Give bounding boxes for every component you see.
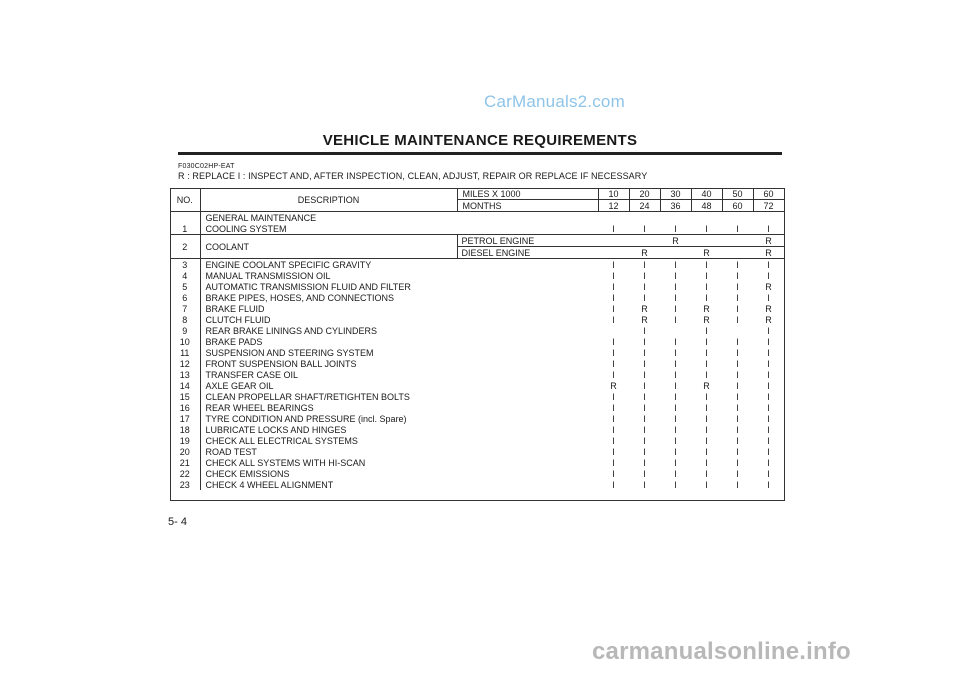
- value-cell: I: [736, 402, 739, 413]
- row-number: 21: [170, 457, 200, 468]
- value-cell: I: [767, 413, 770, 424]
- value-cell: I: [736, 292, 739, 303]
- value-cell: I: [674, 402, 677, 413]
- value-cell: I: [736, 369, 739, 380]
- value-cell: I: [705, 223, 708, 234]
- value-cell: I: [612, 223, 615, 234]
- table-row: [170, 413, 784, 424]
- value-cell: R: [753, 235, 784, 247]
- value-cell: [691, 235, 722, 247]
- value-cell: I: [643, 391, 646, 402]
- value-cell: R: [610, 380, 617, 391]
- value-cell: I: [674, 468, 677, 479]
- value-cell: I: [705, 413, 708, 424]
- value-cell: I: [612, 457, 615, 468]
- value-cell: I: [705, 446, 708, 457]
- value-cell: I: [643, 347, 646, 358]
- value-cell: I: [612, 479, 615, 490]
- value-cell: I: [767, 402, 770, 413]
- value-cell: I: [674, 435, 677, 446]
- row-description: BRAKE PIPES, HOSES, AND CONNECTIONS: [205, 292, 395, 303]
- value-cell: I: [612, 369, 615, 380]
- row-number: 9: [170, 325, 200, 336]
- value-cell: I: [705, 402, 708, 413]
- table-row: [170, 457, 784, 468]
- value-cell: I: [643, 457, 646, 468]
- value-cell: I: [674, 292, 677, 303]
- table-row: [170, 468, 784, 479]
- value-cell: I: [736, 223, 739, 234]
- value-cell: R: [660, 235, 691, 247]
- months-value: 48: [691, 200, 722, 212]
- row-description: REAR BRAKE LININGS AND CYLINDERS: [205, 325, 378, 336]
- value-cell: I: [705, 292, 708, 303]
- months-value: 72: [753, 200, 784, 212]
- value-cell: [598, 247, 629, 259]
- row-description: TRANSFER CASE OIL: [205, 369, 299, 380]
- value-cell: I: [643, 223, 646, 234]
- miles-value: 20: [629, 188, 660, 200]
- value-cell: I: [705, 424, 708, 435]
- table-row: [170, 391, 784, 402]
- value-cell: I: [643, 325, 646, 336]
- value-cell: [722, 212, 753, 224]
- value-cell: I: [705, 336, 708, 347]
- miles-value: 40: [691, 188, 722, 200]
- value-cell: I: [736, 347, 739, 358]
- value-cell: I: [612, 435, 615, 446]
- value-cell: I: [736, 457, 739, 468]
- value-cell: I: [736, 281, 739, 292]
- row-number: 4: [170, 270, 200, 281]
- table-row: [170, 303, 784, 314]
- value-cell: [660, 325, 691, 336]
- table-row: [170, 369, 784, 380]
- value-cell: I: [612, 358, 615, 369]
- value-cell: [722, 247, 753, 259]
- value-cell: I: [612, 336, 615, 347]
- table-row: [170, 446, 784, 457]
- value-cell: I: [736, 358, 739, 369]
- value-cell: [660, 247, 691, 259]
- coolant-sub-row: [170, 235, 784, 247]
- value-cell: R: [765, 314, 772, 325]
- value-cell: I: [736, 413, 739, 424]
- row-description: MANUAL TRANSMISSION OIL: [205, 270, 331, 281]
- value-cell: I: [643, 281, 646, 292]
- table-row: [170, 259, 784, 271]
- value-cell: I: [767, 369, 770, 380]
- value-cell: I: [674, 424, 677, 435]
- value-cell: I: [612, 347, 615, 358]
- row-number: 10: [170, 336, 200, 347]
- value-cell: I: [643, 380, 646, 391]
- value-cell: I: [767, 380, 770, 391]
- row-number: 2: [170, 235, 200, 259]
- header-row-miles: [170, 188, 784, 200]
- value-cell: I: [612, 270, 615, 281]
- value-cell: I: [612, 446, 615, 457]
- value-cell: I: [612, 303, 615, 314]
- value-cell: I: [767, 435, 770, 446]
- value-cell: I: [643, 369, 646, 380]
- row-description: AUTOMATIC TRANSMISSION FLUID AND FILTER: [205, 281, 411, 292]
- value-cell: I: [643, 468, 646, 479]
- value-cell: I: [767, 270, 770, 281]
- table-row: [170, 270, 784, 281]
- value-cell: R: [765, 281, 772, 292]
- miles-value: 30: [660, 188, 691, 200]
- row-description: CLUTCH FLUID: [205, 314, 271, 325]
- legend: R : REPLACE I : INSPECT AND, AFTER INSPECTION, CLEAN, ADJUST, REPAIR OR REPLACE IF NECESSARY: [178, 171, 648, 181]
- row-description: CHECK EMISSIONS: [205, 468, 290, 479]
- value-cell: R: [765, 303, 772, 314]
- value-cell: I: [705, 457, 708, 468]
- value-cell: I: [767, 223, 770, 234]
- page-title: VEHICLE MAINTENANCE REQUIREMENTS: [322, 132, 638, 149]
- value-cell: R: [641, 303, 648, 314]
- value-cell: I: [674, 391, 677, 402]
- table-row: [170, 336, 784, 347]
- value-cell: I: [736, 424, 739, 435]
- value-cell: I: [643, 270, 646, 281]
- value-cell: [722, 235, 753, 247]
- value-cell: I: [705, 281, 708, 292]
- miles-value: 10: [598, 188, 629, 200]
- value-cell: I: [736, 380, 739, 391]
- value-cell: I: [767, 292, 770, 303]
- row-number: 22: [170, 468, 200, 479]
- value-cell: I: [767, 391, 770, 402]
- doc-code: F030C02HP-EAT: [178, 163, 235, 170]
- title-rule: [178, 152, 782, 155]
- row-number: [170, 212, 200, 224]
- row-description: COOLING SYSTEM: [205, 223, 287, 234]
- row-number: 18: [170, 424, 200, 435]
- value-cell: [753, 212, 784, 224]
- value-cell: I: [736, 314, 739, 325]
- row-number: 16: [170, 402, 200, 413]
- months-value: 24: [629, 200, 660, 212]
- value-cell: [691, 212, 722, 224]
- value-cell: I: [674, 259, 677, 270]
- value-cell: I: [736, 435, 739, 446]
- value-cell: I: [643, 446, 646, 457]
- table-body: [170, 188, 784, 490]
- value-cell: I: [643, 479, 646, 490]
- value-cell: I: [705, 325, 708, 336]
- row-description: LUBRICATE LOCKS AND HINGES: [205, 424, 347, 435]
- row-description: FRONT SUSPENSION BALL JOINTS: [205, 358, 357, 369]
- watermark-bottom: carmanualsonline.info: [592, 638, 851, 665]
- row-description: CHECK 4 WHEEL ALIGNMENT: [205, 479, 334, 490]
- row-number: 15: [170, 391, 200, 402]
- row-description: AXLE GEAR OIL: [205, 380, 274, 391]
- engine-type-label: PETROL ENGINE: [457, 235, 598, 247]
- row-description: TYRE CONDITION AND PRESSURE (incl. Spare): [205, 413, 407, 424]
- value-cell: [598, 325, 629, 336]
- value-cell: [629, 212, 660, 224]
- value-cell: I: [674, 479, 677, 490]
- value-cell: I: [736, 259, 739, 270]
- row-description: ROAD TEST: [205, 446, 257, 457]
- value-cell: I: [705, 468, 708, 479]
- miles-value: 50: [722, 188, 753, 200]
- value-cell: I: [643, 336, 646, 347]
- no-header: NO.: [170, 188, 200, 212]
- row-description: CLEAN PROPELLAR SHAFT/RETIGHTEN BOLTS: [205, 391, 410, 402]
- value-cell: R: [753, 247, 784, 259]
- value-cell: [598, 235, 629, 247]
- row-number: 12: [170, 358, 200, 369]
- row-number: 14: [170, 380, 200, 391]
- value-cell: I: [705, 259, 708, 270]
- value-cell: I: [767, 336, 770, 347]
- value-cell: I: [643, 259, 646, 270]
- page-number: 5- 4: [168, 516, 187, 528]
- value-cell: I: [767, 358, 770, 369]
- value-cell: I: [643, 435, 646, 446]
- value-cell: I: [767, 468, 770, 479]
- row-description: SUSPENSION AND STEERING SYSTEM: [205, 347, 374, 358]
- value-cell: I: [612, 468, 615, 479]
- value-cell: I: [705, 358, 708, 369]
- value-cell: I: [705, 479, 708, 490]
- value-cell: I: [674, 413, 677, 424]
- table-row: [170, 347, 784, 358]
- value-cell: I: [674, 223, 677, 234]
- value-cell: I: [705, 435, 708, 446]
- table-row: [170, 314, 784, 325]
- value-cell: I: [643, 292, 646, 303]
- value-cell: I: [767, 347, 770, 358]
- table-row: [170, 358, 784, 369]
- row-number: 13: [170, 369, 200, 380]
- value-cell: [598, 212, 629, 224]
- value-cell: I: [674, 303, 677, 314]
- table-row: [170, 435, 784, 446]
- months-value: 12: [598, 200, 629, 212]
- value-cell: I: [736, 336, 739, 347]
- value-cell: I: [674, 446, 677, 457]
- value-cell: I: [736, 446, 739, 457]
- row-number: 11: [170, 347, 200, 358]
- value-cell: I: [674, 380, 677, 391]
- value-cell: I: [612, 391, 615, 402]
- row-description: REAR WHEEL BEARINGS: [205, 402, 314, 413]
- value-cell: I: [612, 281, 615, 292]
- value-cell: I: [674, 347, 677, 358]
- table-row: [170, 402, 784, 413]
- value-cell: I: [767, 424, 770, 435]
- table-row: [170, 292, 784, 303]
- general-maintenance-row: [170, 212, 784, 224]
- row-number: 23: [170, 479, 200, 490]
- value-cell: I: [674, 457, 677, 468]
- value-cell: I: [736, 468, 739, 479]
- value-cell: I: [736, 391, 739, 402]
- value-cell: I: [612, 292, 615, 303]
- value-cell: I: [767, 259, 770, 270]
- row-description: CHECK ALL ELECTRICAL SYSTEMS: [205, 435, 358, 446]
- value-cell: I: [705, 270, 708, 281]
- row-number: 19: [170, 435, 200, 446]
- value-cell: [722, 325, 753, 336]
- value-cell: I: [674, 369, 677, 380]
- maintenance-table: [170, 188, 785, 490]
- value-cell: I: [612, 424, 615, 435]
- value-cell: I: [767, 457, 770, 468]
- table-row: [170, 281, 784, 292]
- value-cell: I: [767, 479, 770, 490]
- row-number: 20: [170, 446, 200, 457]
- value-cell: I: [674, 314, 677, 325]
- value-cell: I: [643, 402, 646, 413]
- value-cell: I: [736, 479, 739, 490]
- value-cell: I: [674, 358, 677, 369]
- months-value: 36: [660, 200, 691, 212]
- watermark-top: CarManuals2.com: [484, 92, 625, 111]
- value-cell: I: [612, 314, 615, 325]
- row-number: 3: [170, 259, 200, 271]
- table-row: [170, 424, 784, 435]
- value-cell: I: [736, 303, 739, 314]
- row-number: 8: [170, 314, 200, 325]
- value-cell: I: [705, 369, 708, 380]
- miles-value: 60: [753, 188, 784, 200]
- value-cell: R: [703, 303, 710, 314]
- description-header: DESCRIPTION: [200, 188, 457, 212]
- table-row: [170, 380, 784, 391]
- row-number: 7: [170, 303, 200, 314]
- row-number: 1: [170, 223, 200, 235]
- value-cell: R: [641, 314, 648, 325]
- value-cell: I: [643, 358, 646, 369]
- row-description: COOLANT: [200, 235, 457, 259]
- value-cell: I: [643, 413, 646, 424]
- value-cell: I: [767, 446, 770, 457]
- table-row: [170, 479, 784, 490]
- value-cell: I: [674, 270, 677, 281]
- value-cell: I: [674, 336, 677, 347]
- row-description: ENGINE COOLANT SPECIFIC GRAVITY: [205, 259, 372, 270]
- value-cell: I: [612, 413, 615, 424]
- row-number: 17: [170, 413, 200, 424]
- value-cell: I: [674, 281, 677, 292]
- months-label: MONTHS: [462, 200, 502, 211]
- value-cell: I: [643, 424, 646, 435]
- value-cell: I: [612, 402, 615, 413]
- general-label: GENERAL MAINTENANCE: [200, 212, 598, 224]
- table-row: [170, 325, 784, 336]
- row-number: 5: [170, 281, 200, 292]
- value-cell: R: [703, 380, 710, 391]
- value-cell: [660, 212, 691, 224]
- row-description: BRAKE PADS: [205, 336, 263, 347]
- value-cell: I: [612, 259, 615, 270]
- value-cell: I: [767, 325, 770, 336]
- row-description: BRAKE FLUID: [205, 303, 265, 314]
- value-cell: R: [703, 314, 710, 325]
- miles-label: MILES X 1000: [457, 188, 598, 200]
- value-cell: I: [705, 391, 708, 402]
- table-row: [170, 223, 784, 235]
- engine-type-label: DIESEL ENGINE: [457, 247, 598, 259]
- value-cell: [629, 235, 660, 247]
- value-cell: R: [691, 247, 722, 259]
- row-number: 6: [170, 292, 200, 303]
- value-cell: I: [736, 270, 739, 281]
- value-cell: I: [705, 347, 708, 358]
- months-value: 60: [722, 200, 753, 212]
- row-description: CHECK ALL SYSTEMS WITH HI-SCAN: [205, 457, 366, 468]
- value-cell: R: [629, 247, 660, 259]
